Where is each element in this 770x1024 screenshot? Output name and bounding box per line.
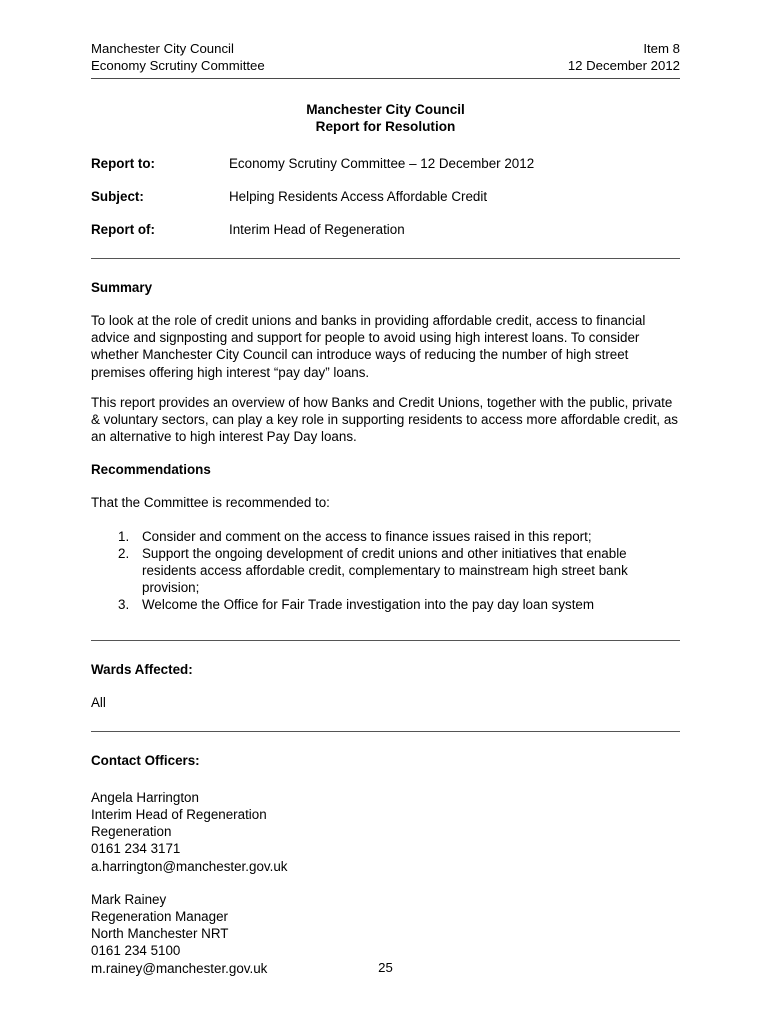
report-of-value: Interim Head of Regeneration xyxy=(229,222,405,237)
report-to-value: Economy Scrutiny Committee – 12 December 2012 xyxy=(229,156,535,171)
subject-value: Helping Residents Access Affordable Credit xyxy=(229,189,488,204)
subject-label: Subject: xyxy=(91,189,144,204)
document-page xyxy=(91,0,680,1024)
header-divider xyxy=(91,78,680,79)
header-committee-name: Economy Scrutiny Committee xyxy=(91,57,265,73)
contact-email: a.harrington@manchester.gov.uk xyxy=(91,858,288,874)
running-header-line-2 xyxy=(91,58,680,75)
list-item-number: 3. xyxy=(118,597,130,613)
contact-officers-heading: Contact Officers: xyxy=(91,752,200,768)
list-item xyxy=(91,545,680,597)
header-date: 12 December 2012 xyxy=(567,57,680,73)
title-line-1: Manchester City Council xyxy=(306,102,465,117)
report-of-label: Report of: xyxy=(91,222,155,237)
recommendations-heading: Recommendations xyxy=(91,462,211,478)
list-item-number: 2. xyxy=(118,545,130,561)
contact-team: Regeneration xyxy=(91,824,172,840)
meta-row-report-of xyxy=(91,221,680,238)
contact-role: Interim Head of Regeneration xyxy=(91,807,267,823)
running-header xyxy=(91,0,680,79)
list-item-text: Consider and comment on the access to finance issues raised in this report; xyxy=(142,528,592,544)
title-line-2: Report for Resolution xyxy=(315,119,456,134)
report-meta xyxy=(91,155,680,238)
wards-affected-heading: Wards Affected: xyxy=(91,661,193,677)
contact-name: Mark Rainey xyxy=(91,891,167,907)
report-to-label: Report to: xyxy=(91,156,155,171)
list-item xyxy=(91,596,680,613)
summary-paragraph-2: This report provides an overview of how Banks and Credit Unions, together with the public, private & voluntary sectors, can play a key role in supporting residents to access more affordable credit, as an alternative to high interest Pay Day loans. xyxy=(91,394,679,445)
meta-row-subject xyxy=(91,188,680,205)
summary-heading: Summary xyxy=(91,280,153,295)
list-item-text: Welcome the Office for Fair Trade investigation into the pay day loan system xyxy=(142,597,595,613)
contact-name: Angela Harrington xyxy=(91,789,199,805)
contact-role: Regeneration Manager xyxy=(91,909,228,925)
list-item-number: 1. xyxy=(118,528,130,544)
page-number: 25 xyxy=(378,960,393,975)
list-item xyxy=(91,528,680,545)
summary-paragraph-1: To look at the role of credit unions and banks in providing affordable credit, access to financial advice and signposting and support for people to avoid using high interest loans. To consider whether Manchester City Council can introduce ways of reducing the number of high street premises offering high interest “pay day” loans. xyxy=(91,313,646,380)
wards-affected-value: All xyxy=(91,694,106,710)
contact-officer-entry xyxy=(91,789,680,875)
document-title xyxy=(91,101,680,135)
contact-phone: 0161 234 3171 xyxy=(91,841,181,857)
list-item-text: Support the ongoing development of credit unions and other initiatives that enable residents access affordable credit, complementary to mainstream high street bank provision; xyxy=(142,545,628,596)
contact-team: North Manchester NRT xyxy=(91,926,229,942)
contact-phone: 0161 234 5100 xyxy=(91,943,181,959)
recommendations-list xyxy=(91,528,680,614)
recommendations-intro: That the Committee is recommended to: xyxy=(91,495,330,511)
meta-row-report-to xyxy=(91,155,680,172)
header-council-name: Manchester City Council xyxy=(91,41,234,56)
header-item-number: Item 8 xyxy=(643,41,680,56)
running-header-line-1 xyxy=(91,41,680,58)
contact-email: m.rainey@manchester.gov.uk xyxy=(91,960,268,976)
